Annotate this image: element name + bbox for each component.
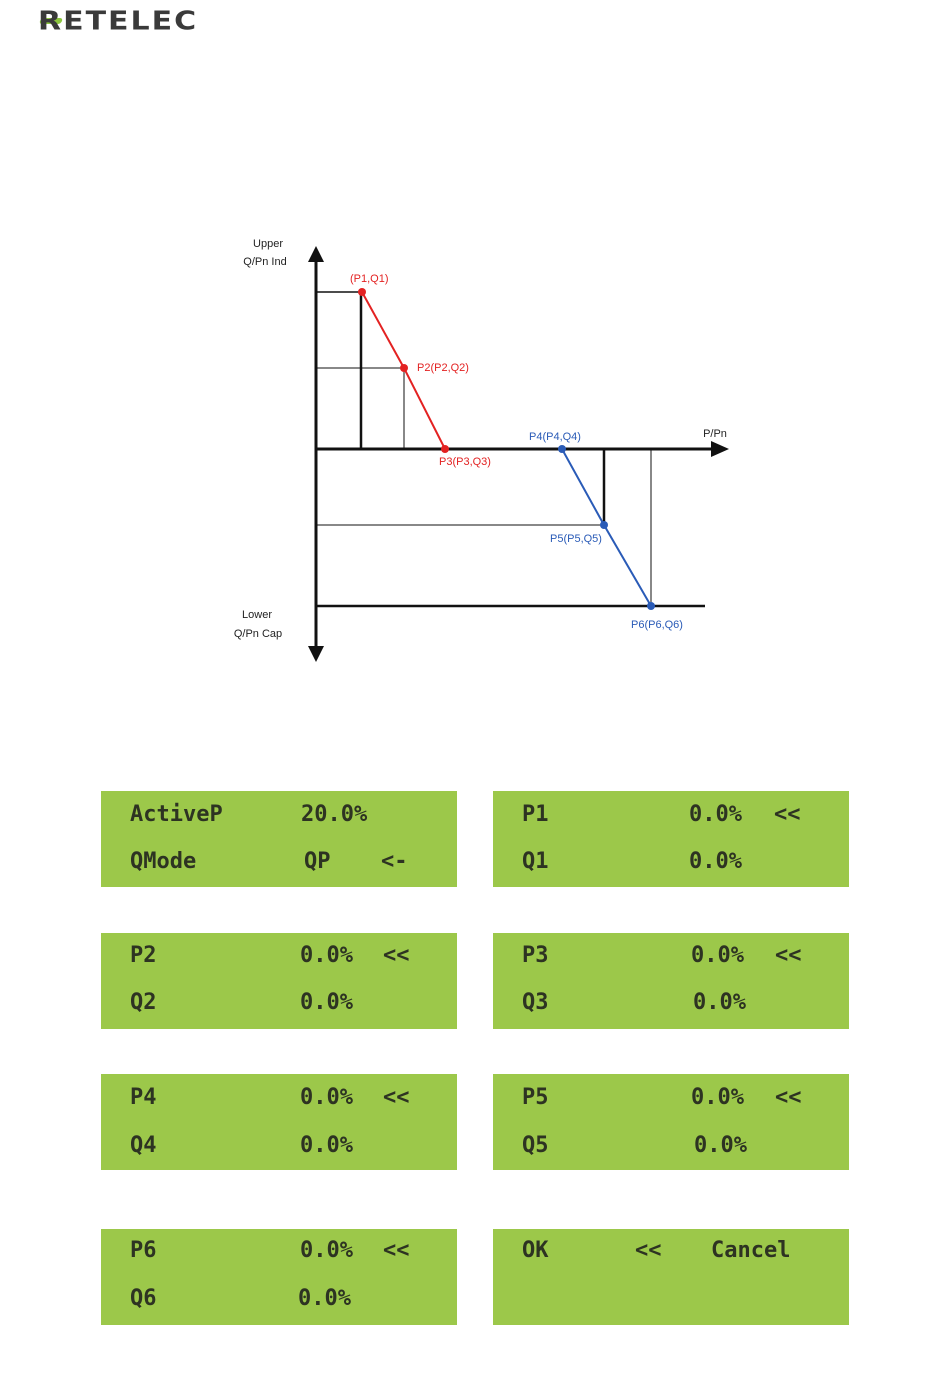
lcd-line2-label: Q3: [522, 990, 549, 1015]
lcd-selection-cursor: <<: [635, 1238, 662, 1263]
point-p2: [400, 364, 408, 372]
lcd-p2-q2: [101, 933, 457, 1029]
lcd-line1-value: 20.0%: [301, 802, 368, 827]
lcd-line1-label: P5: [522, 1085, 549, 1110]
label-p5: P5(P5,Q5): [550, 533, 602, 545]
lcd-line2-value: 0.0%: [689, 849, 742, 874]
lcd-p3-q3: [493, 933, 849, 1029]
upper-label-line2: Q/Pn Ind: [243, 256, 287, 268]
lcd-p4-q4: [101, 1074, 457, 1170]
lcd-line1-cursor: <<: [383, 943, 410, 968]
lcd-line1-value: 0.0%: [300, 1085, 353, 1110]
lcd-line1-cursor: <<: [383, 1238, 410, 1263]
lcd-line1-value: 0.0%: [300, 943, 353, 968]
point-p6: [647, 602, 655, 610]
lcd-line2-label: Q4: [130, 1133, 157, 1158]
lcd-line1-label: P6: [130, 1238, 157, 1263]
lcd-ok-cancel: [493, 1229, 849, 1325]
lcd-line1-cursor: <<: [774, 802, 801, 827]
lcd-line1-cursor: <<: [775, 943, 802, 968]
lcd-line1-cursor: <<: [775, 1085, 802, 1110]
lcd-line1-label: P3: [522, 943, 549, 968]
lower-label-line2: Q/Pn Cap: [233, 628, 283, 640]
point-p5: [600, 521, 608, 529]
lcd-line2-value: 0.0%: [300, 1133, 353, 1158]
x-axis-label: P/Pn: [703, 428, 727, 440]
lcd-ok-option: OK: [522, 1238, 549, 1263]
lcd-line1-label: P1: [522, 802, 549, 827]
lcd-line2-value: 0.0%: [298, 1286, 351, 1311]
lcd-line1-label: P4: [130, 1085, 157, 1110]
point-p1: [358, 288, 366, 296]
label-p2: P2(P2,Q2): [417, 362, 469, 374]
point-p4: [558, 445, 566, 453]
label-p4: P4(P4,Q4): [529, 431, 581, 443]
upper-label-line1: Upper: [253, 238, 283, 250]
lcd-line1-label: P2: [130, 943, 157, 968]
lcd-line2-value: 0.0%: [300, 990, 353, 1015]
lcd-line2-cursor: <-: [381, 849, 408, 874]
lcd-line2-label: Q6: [130, 1286, 157, 1311]
lcd-line1-cursor: <<: [383, 1085, 410, 1110]
lcd-line1-value: 0.0%: [300, 1238, 353, 1263]
x-axis-arrow: [711, 441, 729, 457]
lcd-p6-q6: [101, 1229, 457, 1325]
label-p3: P3(P3,Q3): [439, 456, 491, 468]
lcd-activep-qmode: [101, 791, 457, 887]
lcd-line2-value: 0.0%: [694, 1133, 747, 1158]
lower-label-line1: Lower: [242, 609, 272, 621]
lcd-line2-value: 0.0%: [693, 990, 746, 1015]
label-p6: P6(P6,Q6): [631, 619, 683, 631]
lcd-line1-value: 0.0%: [691, 943, 744, 968]
lcd-line1-value: 0.0%: [691, 1085, 744, 1110]
y-axis-arrow-up: [308, 246, 324, 262]
lcd-line2-value: QP: [304, 849, 331, 874]
lcd-line2-label: Q2: [130, 990, 157, 1015]
lcd-cancel-option: Cancel: [711, 1238, 791, 1263]
lcd-line1-value: 0.0%: [689, 802, 742, 827]
label-p1: (P1,Q1): [350, 273, 389, 285]
point-p3: [441, 445, 449, 453]
lcd-p5-q5: [493, 1074, 849, 1170]
lcd-line2-label: Q5: [522, 1133, 549, 1158]
lcd-line1-label: ActiveP: [130, 802, 223, 827]
lcd-p1-q1: [493, 791, 849, 887]
logo-text: RETELEC: [38, 6, 199, 37]
y-axis-arrow-down: [308, 646, 324, 662]
lcd-line2-label: QMode: [130, 849, 197, 874]
lcd-line2-label: Q1: [522, 849, 549, 874]
